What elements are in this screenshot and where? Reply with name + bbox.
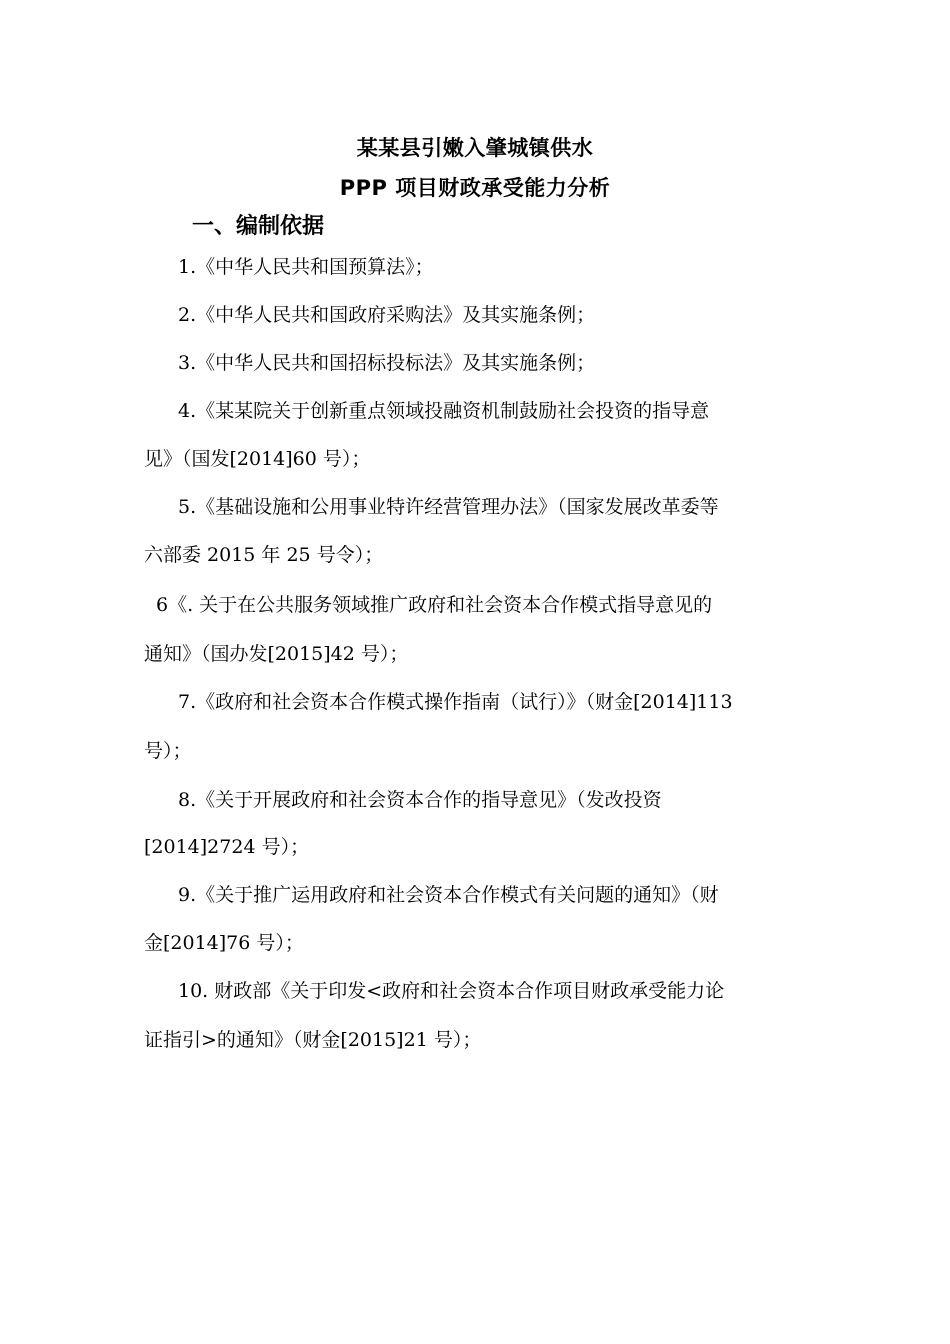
list-item-9-line-2: 金[2014]76 号）； [144,932,304,954]
list-item-7-line-1: 7.《政府和社会资本合作模式操作指南（试行）》（财金[2014]113 [178,691,733,713]
list-item-3: 3.《中华人民共和国招标投标法》及其实施条例； [178,352,596,374]
document-title-line-1: 某某县引嫩入肇城镇供水 [356,136,594,160]
list-item-10-line-2: 证指引>的通知》（财金[2015]21 号）； [144,1029,482,1051]
list-item-1: 1.《中华人民共和国预算法》； [178,256,434,278]
list-item-8-line-1: 8.《关于开展政府和社会资本合作的指导意见》（发改投资 [178,789,662,811]
list-item-5-line-2: 六部委 2015 年 25 号令）； [144,544,384,566]
list-item-2: 2.《中华人民共和国政府采购法》及其实施条例； [178,304,596,326]
list-item-5-line-1: 5.《基础设施和公用事业特许经营管理办法》（国家发展改革委等 [178,496,719,518]
list-item-4-line-2: 见》（国发[2014]60 号）； [144,448,371,470]
document-title-line-2: PPP 项目财政承受能力分析 [339,176,611,200]
list-item-6-line-2: 通知》（国办发[2015]42 号）； [144,643,409,665]
list-item-4-line-1: 4.《某某院关于创新重点领域投融资机制鼓励社会投资的指导意 [178,400,710,422]
section-heading: 一、编制依据 [192,214,325,239]
list-item-7-line-2: 号）； [144,740,192,762]
list-item-9-line-1: 9.《关于推广运用政府和社会资本合作模式有关问题的通知》（财 [178,884,719,906]
list-item-10-line-1: 10. 财政部《关于印发<政府和社会资本合作项目财政承受能力论 [178,980,725,1002]
list-item-6-line-1: 6《. 关于在公共服务领域推广政府和社会资本合作模式指导意见的 [156,594,713,616]
list-item-8-line-2: [2014]2724 号）； [144,836,310,858]
